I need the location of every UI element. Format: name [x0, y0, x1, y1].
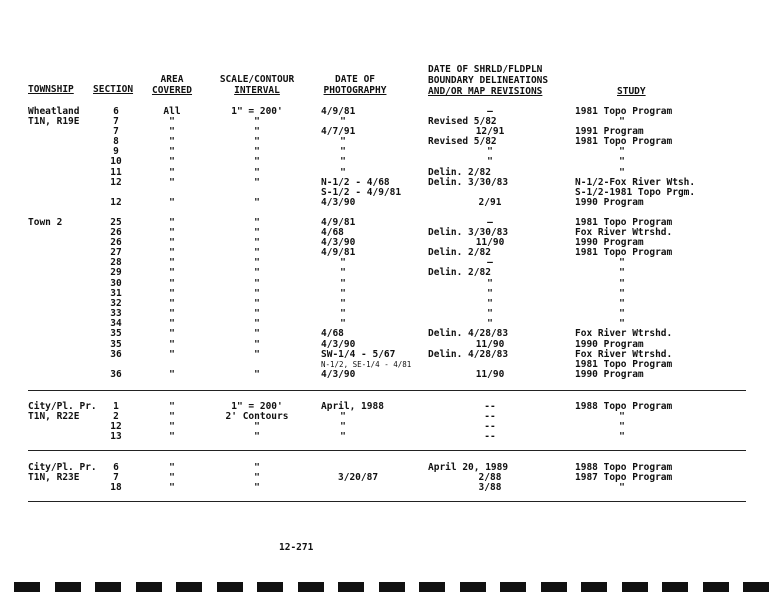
cell-study: 1988 Topo Program: [575, 401, 673, 412]
cell-section: 28: [110, 257, 122, 268]
cell-scale: ": [254, 298, 260, 309]
cell-scale: ": [254, 369, 260, 380]
cell-rev: ": [487, 156, 493, 167]
cell-section: 35: [110, 339, 122, 350]
header-area: AREA COVERED: [151, 74, 193, 96]
cell-section: 7: [113, 472, 119, 483]
cell-section: 35: [110, 328, 122, 339]
cell-rev: 11/90: [475, 339, 505, 350]
cell-section: 10: [110, 156, 122, 167]
cell-scale: ": [254, 217, 260, 228]
cell-rev: 11/90: [475, 237, 505, 248]
cell-scale: ": [254, 136, 260, 147]
border-dash: [95, 582, 121, 592]
divider: [28, 501, 746, 502]
cell-section: 34: [110, 318, 122, 329]
cell-date: SW-1/4 - 5/67: [321, 349, 396, 360]
cell-date: S-1/2 - 4/9/81: [321, 187, 402, 198]
cell-area: ": [169, 227, 175, 238]
cell-date: ": [340, 136, 346, 147]
cell-study: 1990 Program: [575, 369, 644, 380]
cell-section: 32: [110, 298, 122, 309]
cell-township: City/Pl. Pr.: [28, 401, 97, 412]
cell-scale: ": [254, 156, 260, 167]
cell-rev: --: [484, 411, 496, 422]
cell-scale: ": [254, 257, 260, 268]
cell-rev: Delin. 2/82: [428, 247, 491, 258]
border-dash: [541, 582, 567, 592]
cell-section: 13: [110, 431, 122, 442]
border-dash: [703, 582, 729, 592]
cell-rev: 2/91: [478, 197, 502, 208]
cell-scale: ": [254, 197, 260, 208]
cell-section: 7: [113, 126, 119, 137]
border-dash: [217, 582, 243, 592]
cell-rev: Delin. 4/28/83: [428, 328, 509, 339]
cell-rev: 2/88: [478, 472, 502, 483]
cell-study: 1981 Topo Program: [575, 247, 673, 258]
cell-date: ": [340, 267, 346, 278]
cell-area: ": [169, 126, 175, 137]
cell-date: ": [340, 288, 346, 299]
cell-section: 36: [110, 349, 122, 360]
cell-scale: ": [254, 482, 260, 493]
cell-date: 4/9/81: [321, 106, 356, 117]
cell-scale: ": [254, 278, 260, 289]
cell-date: ": [340, 411, 346, 422]
cell-study: ": [619, 267, 625, 278]
border-dash: [662, 582, 688, 592]
cell-date: 4/3/90: [321, 197, 356, 208]
border-dash: [460, 582, 486, 592]
cell-area: ": [169, 278, 175, 289]
cell-study: 1981 Topo Program: [575, 217, 673, 228]
cell-study: Fox River Wtrshd.: [575, 349, 673, 360]
cell-study: 1987 Topo Program: [575, 472, 673, 483]
cell-scale: ": [254, 247, 260, 258]
cell-rev: 11/90: [475, 369, 505, 380]
cell-study: 1981 Topo Program: [575, 106, 673, 117]
cell-area: All: [163, 106, 181, 117]
cell-date: N-1/2, SE-1/4 - 4/81: [321, 360, 412, 369]
cell-area: ": [169, 247, 175, 258]
border-dash: [136, 582, 162, 592]
cell-scale: ": [254, 146, 260, 157]
border-dash: [419, 582, 445, 592]
cell-township: City/Pl. Pr.: [28, 462, 97, 473]
cell-study: ": [619, 421, 625, 432]
cell-date: 4/9/81: [321, 217, 356, 228]
cell-study: Fox River Wtrshd.: [575, 227, 673, 238]
cell-township: T1N, R23E: [28, 472, 80, 483]
cell-rev: –: [487, 106, 493, 117]
cell-rev: ": [487, 288, 493, 299]
cell-section: 27: [110, 247, 122, 258]
cell-study: 1991 Program: [575, 126, 644, 137]
header-township: TOWNSHIP: [28, 84, 74, 95]
header-section: SECTION: [93, 84, 134, 95]
cell-section: 12: [110, 197, 122, 208]
cell-study: 1990 Program: [575, 339, 644, 350]
cell-scale: 1" = 200': [231, 401, 283, 412]
cell-area: ": [169, 482, 175, 493]
cell-scale: ": [254, 328, 260, 339]
header-shrld: DATE OF SHRLD/FLDPLN BOUNDARY DELINEATIONS AND/OR MAP REVISIONS: [428, 64, 549, 97]
cell-section: 6: [113, 106, 119, 117]
cell-date: ": [340, 116, 346, 127]
cell-rev: Delin. 2/82: [428, 267, 491, 278]
cell-area: ": [169, 472, 175, 483]
cell-scale: 1" = 200': [231, 106, 283, 117]
cell-rev: ": [487, 318, 493, 329]
cell-date: 4/68: [321, 227, 344, 238]
cell-study: 1981 Topo Program: [575, 136, 673, 147]
cell-rev: –: [487, 257, 493, 268]
cell-area: ": [169, 411, 175, 422]
cell-section: 31: [110, 288, 122, 299]
cell-area: ": [169, 237, 175, 248]
cell-date: April, 1988: [321, 401, 384, 412]
cell-scale: ": [254, 318, 260, 329]
cell-scale: ": [254, 431, 260, 442]
cell-rev: --: [484, 401, 496, 412]
border-dash: [500, 582, 526, 592]
cell-date: ": [340, 431, 346, 442]
cell-date: 4/7/91: [321, 126, 356, 137]
cell-township: Wheatland: [28, 106, 80, 117]
cell-area: ": [169, 267, 175, 278]
cell-area: ": [169, 257, 175, 268]
border-dash: [379, 582, 405, 592]
cell-section: 8: [113, 136, 119, 147]
cell-date: 4/9/81: [321, 247, 356, 258]
cell-area: ": [169, 156, 175, 167]
cell-area: ": [169, 462, 175, 473]
cell-scale: ": [254, 126, 260, 137]
cell-rev: Delin. 4/28/83: [428, 349, 509, 360]
cell-date: ": [340, 146, 346, 157]
cell-rev: –: [487, 217, 493, 228]
cell-study: 1988 Topo Program: [575, 462, 673, 473]
cell-rev: Delin. 3/30/83: [428, 227, 509, 238]
cell-scale: ": [254, 472, 260, 483]
cell-study: ": [619, 308, 625, 319]
cell-scale: ": [254, 462, 260, 473]
cell-rev: --: [484, 431, 496, 442]
cell-date: ": [340, 298, 346, 309]
cell-area: ": [169, 431, 175, 442]
cell-township: T1N, R19E: [28, 116, 80, 127]
cell-date: ": [340, 421, 346, 432]
border-dash: [257, 582, 283, 592]
cell-study: 1990 Program: [575, 197, 644, 208]
border-dash: [338, 582, 364, 592]
cell-scale: ": [254, 237, 260, 248]
cell-rev: Revised 5/82: [428, 116, 497, 127]
cell-date: ": [340, 318, 346, 329]
cell-area: ": [169, 136, 175, 147]
cell-area: ": [169, 146, 175, 157]
cell-scale: ": [254, 308, 260, 319]
divider: [28, 450, 746, 451]
cell-date: ": [340, 156, 346, 167]
cell-study: ": [619, 318, 625, 329]
cell-scale: ": [254, 267, 260, 278]
cell-rev: ": [487, 146, 493, 157]
cell-area: ": [169, 318, 175, 329]
border-dash: [581, 582, 607, 592]
cell-area: ": [169, 401, 175, 412]
cell-study: ": [619, 146, 625, 157]
cell-study: ": [619, 257, 625, 268]
cell-area: ": [169, 288, 175, 299]
border-dash: [176, 582, 202, 592]
cell-rev: ": [487, 308, 493, 319]
cell-scale: ": [254, 288, 260, 299]
cell-section: 12: [110, 421, 122, 432]
cell-township: T1N, R22E: [28, 411, 80, 422]
cell-area: ": [169, 167, 175, 178]
cell-section: 2: [113, 411, 119, 422]
cell-date: ": [340, 257, 346, 268]
cell-area: ": [169, 339, 175, 350]
cell-rev: 3/88: [478, 482, 502, 493]
cell-section: 12: [110, 177, 122, 188]
cell-date: ": [340, 308, 346, 319]
cell-area: ": [169, 217, 175, 228]
border-dash: [55, 582, 81, 592]
cell-section: 18: [110, 482, 122, 493]
cell-area: ": [169, 349, 175, 360]
page-number: 12-271: [279, 542, 314, 553]
cell-area: ": [169, 328, 175, 339]
cell-scale: ": [254, 227, 260, 238]
cell-date: 4/3/90: [321, 237, 356, 248]
cell-section: 36: [110, 369, 122, 380]
cell-scale: ": [254, 339, 260, 350]
cell-section: 30: [110, 278, 122, 289]
cell-date: 4/3/90: [321, 339, 356, 350]
header-study: STUDY: [617, 86, 646, 97]
cell-study: ": [619, 298, 625, 309]
cell-township: Town 2: [28, 217, 63, 228]
cell-study: S-1/2-1981 Topo Prgm.: [575, 187, 696, 198]
cell-area: ": [169, 308, 175, 319]
cell-date: 4/3/90: [321, 369, 356, 380]
header-scale: SCALE/CONTOUR INTERVAL: [219, 74, 295, 96]
cell-area: ": [169, 177, 175, 188]
cell-scale: ": [254, 167, 260, 178]
header-date: DATE OF PHOTOGRAPHY: [323, 74, 387, 96]
cell-section: 25: [110, 217, 122, 228]
cell-date: ": [340, 167, 346, 178]
cell-study: ": [619, 156, 625, 167]
cell-study: 1981 Topo Program: [575, 359, 673, 370]
cell-rev: Delin. 3/30/83: [428, 177, 509, 188]
cell-section: 33: [110, 308, 122, 319]
cell-date: ": [340, 278, 346, 289]
cell-study: Fox River Wtrshd.: [575, 328, 673, 339]
cell-section: 26: [110, 227, 122, 238]
cell-scale: ": [254, 421, 260, 432]
cell-date: N-1/2 - 4/68: [321, 177, 390, 188]
cell-section: 29: [110, 267, 122, 278]
cell-section: 26: [110, 237, 122, 248]
border-dash: [298, 582, 324, 592]
cell-rev: 12/91: [475, 126, 505, 137]
cell-scale: ": [254, 177, 260, 188]
cell-scale: 2' Contours: [225, 411, 289, 422]
cell-study: ": [619, 116, 625, 127]
cell-area: ": [169, 421, 175, 432]
cell-section: 7: [113, 116, 119, 127]
cell-rev: Revised 5/82: [428, 136, 497, 147]
cell-study: ": [619, 482, 625, 493]
cell-study: ": [619, 431, 625, 442]
cell-study: ": [619, 288, 625, 299]
border-dash: [14, 582, 40, 592]
cell-section: 11: [110, 167, 122, 178]
cell-area: ": [169, 116, 175, 127]
cell-study: ": [619, 278, 625, 289]
cell-section: 9: [113, 146, 119, 157]
cell-date: 3/20/87: [338, 472, 379, 483]
cell-rev: ": [487, 298, 493, 309]
cell-rev: ": [487, 278, 493, 289]
cell-rev: Delin. 2/82: [428, 167, 491, 178]
cell-area: ": [169, 197, 175, 208]
cell-scale: ": [254, 349, 260, 360]
cell-study: N-1/2-Fox River Wtsh.: [575, 177, 696, 188]
cell-study: ": [619, 167, 625, 178]
cell-section: 6: [113, 462, 119, 473]
border-dash: [622, 582, 648, 592]
cell-area: ": [169, 298, 175, 309]
cell-area: ": [169, 369, 175, 380]
cell-rev: --: [484, 421, 496, 432]
cell-section: 1: [113, 401, 119, 412]
cell-study: ": [619, 411, 625, 422]
cell-scale: ": [254, 116, 260, 127]
divider: [28, 390, 746, 391]
cell-study: 1990 Program: [575, 237, 644, 248]
border-dash: [743, 582, 769, 592]
cell-date: 4/68: [321, 328, 344, 339]
cell-rev: April 20, 1989: [428, 462, 509, 473]
